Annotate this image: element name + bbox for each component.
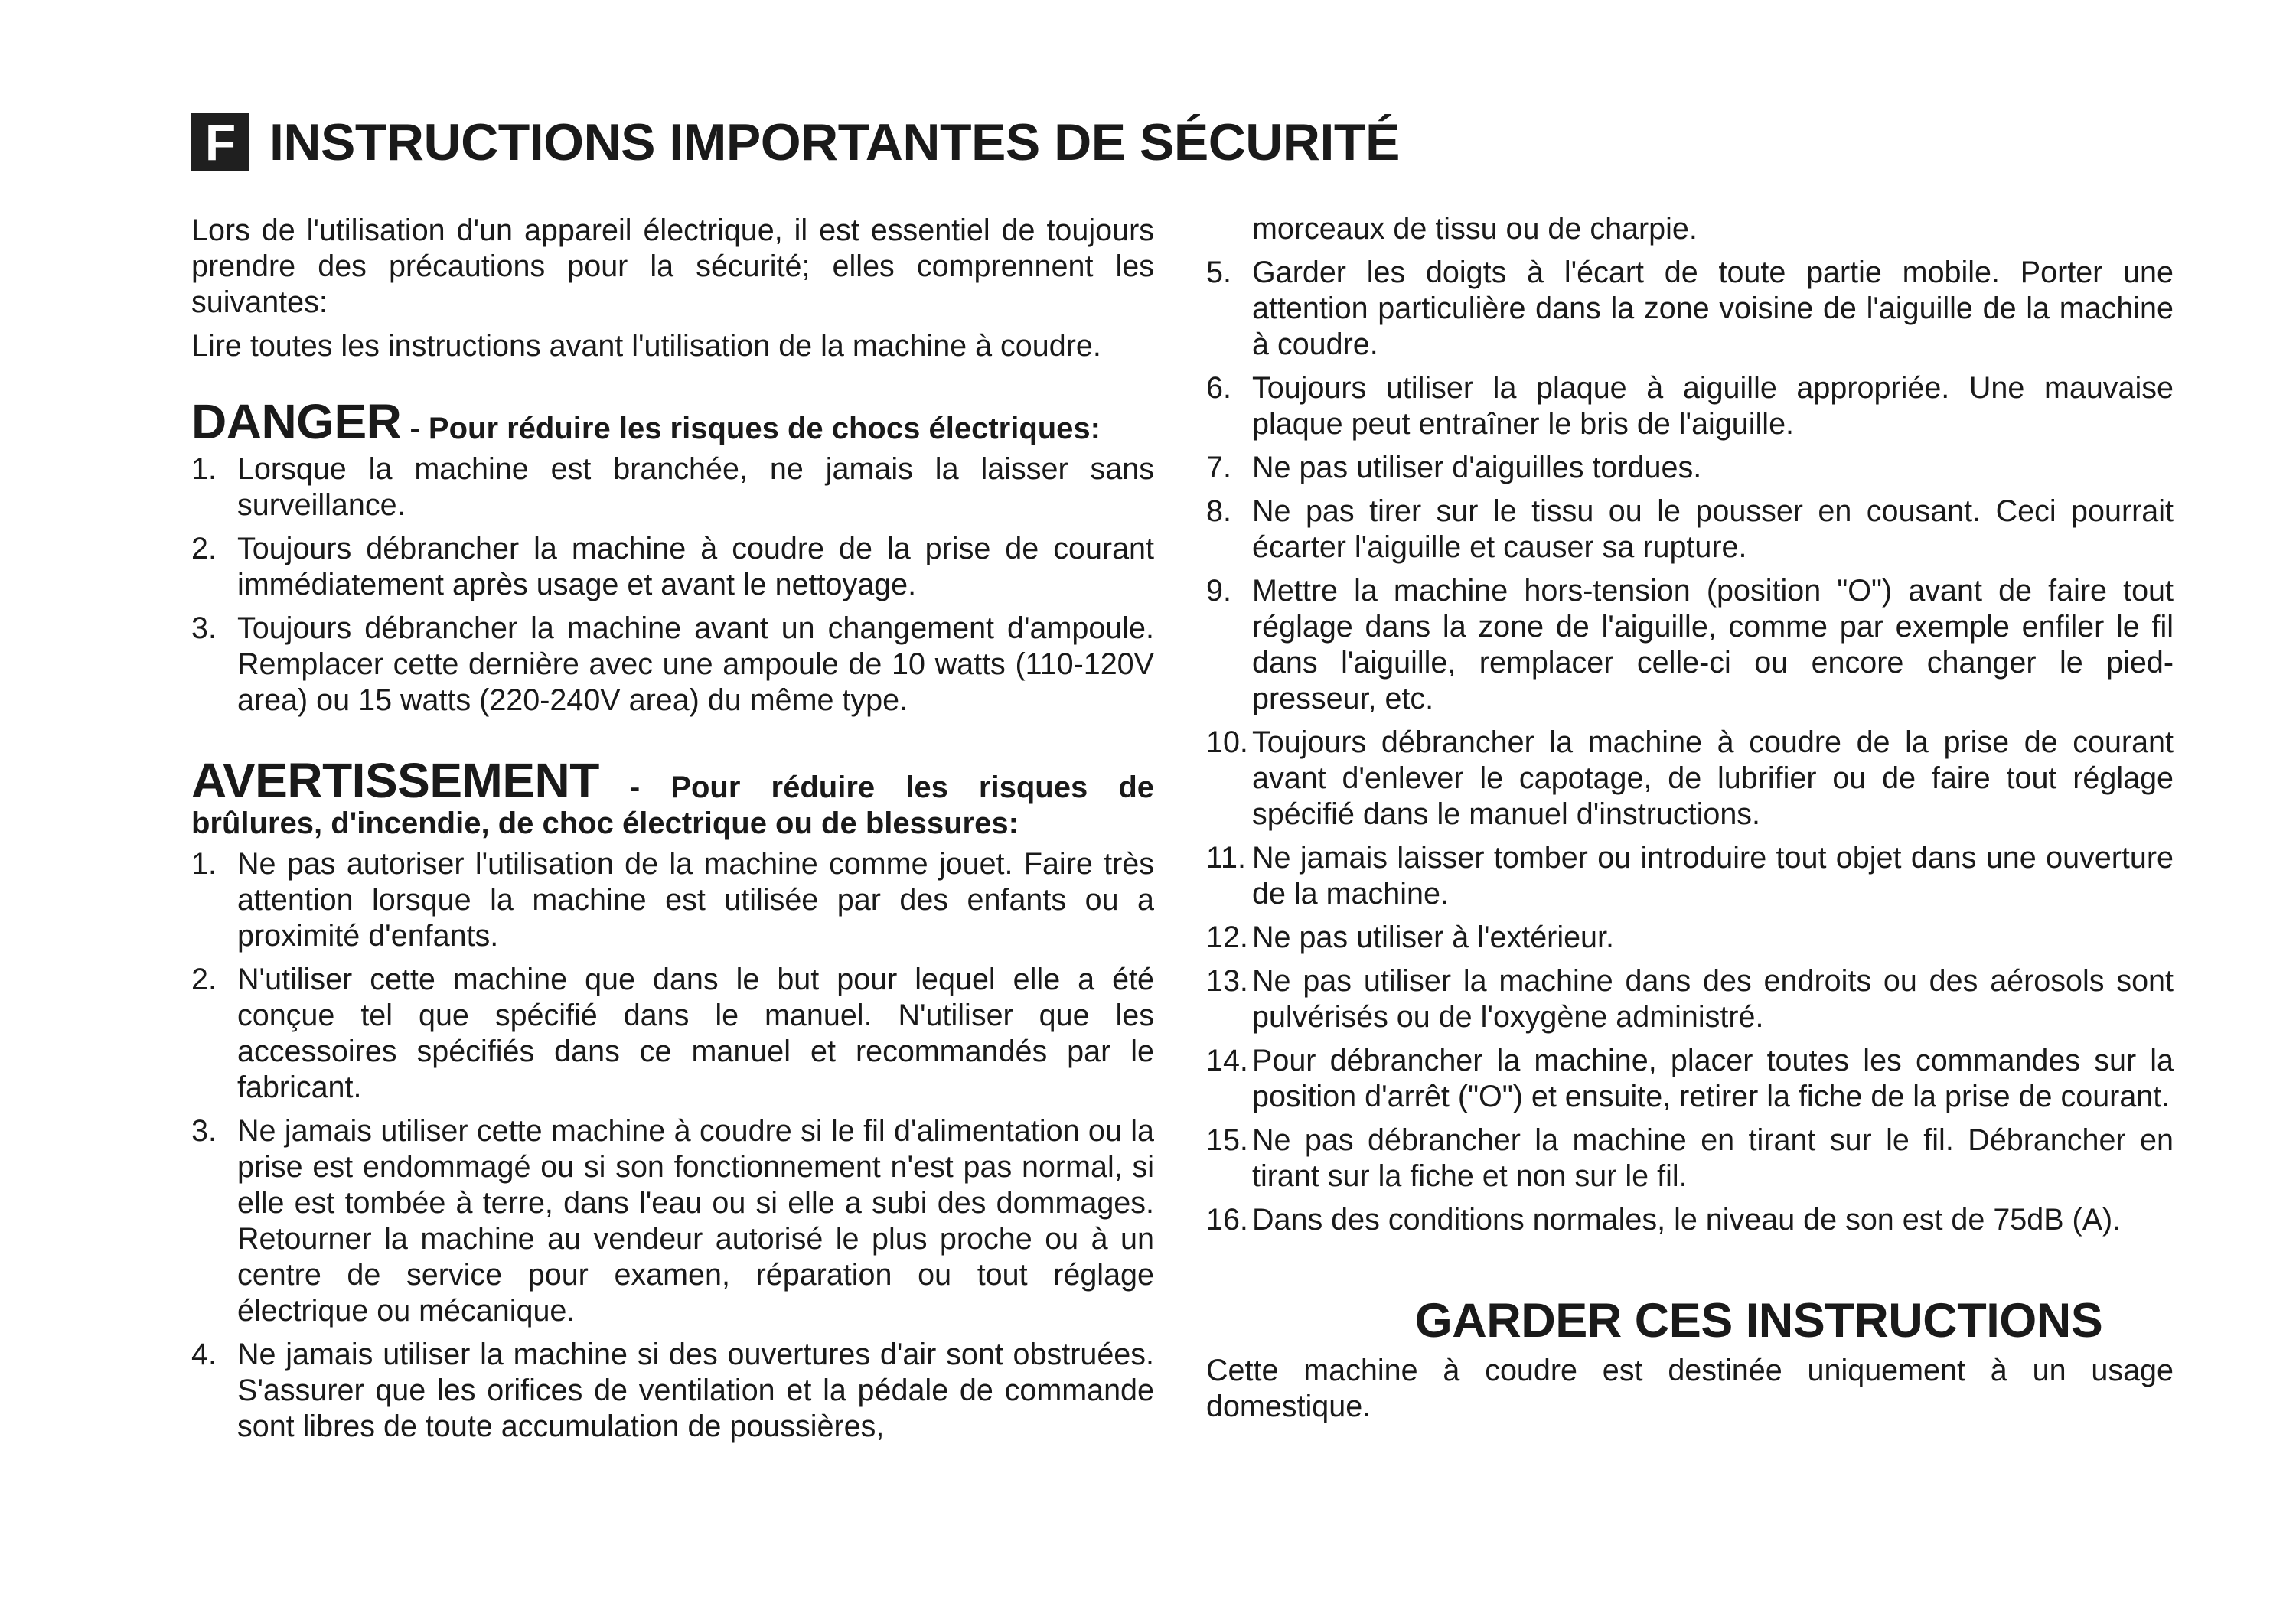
danger-list xyxy=(191,451,1154,719)
list-item xyxy=(191,1337,1154,1445)
list-item xyxy=(1206,725,2174,833)
item-number: 14. xyxy=(1206,1044,1248,1077)
item-number: 9. xyxy=(1206,574,1231,608)
item-text: Lorsque la machine est branchée, ne jamais la laisser sans surveillance. xyxy=(237,452,1154,522)
intro-instruction: Lire toutes les instructions avant l'utilisation de la machine à coudre. xyxy=(191,329,1101,363)
list-item xyxy=(1206,573,2174,717)
item-number: 2. xyxy=(191,532,217,565)
list-item xyxy=(1206,1123,2174,1194)
item-text: Dans des conditions normales, le niveau de son est de 75dB (A). xyxy=(1252,1203,2122,1237)
item-number: 3. xyxy=(191,611,217,645)
warning-title: AVERTISSEMENT xyxy=(191,753,599,808)
item-text: Toujours débrancher la machine avant un changement d'ampoule. Remplacer cette dernière avec une ampoule de 10 watts (110-120V area) ou 15 watts (220-240V area) du même type. xyxy=(237,611,1154,717)
list-item xyxy=(1206,450,2174,486)
left-column xyxy=(191,213,1154,1452)
item-number: 1. xyxy=(191,847,217,881)
item-text: Mettre la machine hors-tension (position "O") avant de faire tout réglage dans la zone de l'aiguille, comme par exemple enfiler le fil dans l'aiguille, remplacer celle-ci ou encore changer le pied-presseur, etc. xyxy=(1252,574,2174,715)
item-text: Toujours débrancher la machine à coudre de la prise de courant immédiatement après usage et avant le nettoyage. xyxy=(237,532,1154,601)
item-text: Garder les doigts à l'écart de toute partie mobile. Porter une attention particulière dans la zone voisine de l'aiguille de la machine à coudre. xyxy=(1252,256,2174,361)
item-number: 8. xyxy=(1206,494,1231,528)
list-item xyxy=(191,451,1154,523)
item-number: 13. xyxy=(1206,964,1248,998)
item-text: Ne jamais utiliser cette machine à coudre si le fil d'alimentation ou la prise est endommagé ou si son fonctionnement n'est pas normal, si elle est tombée à terre, dans l'eau ou si elle a subi des dommages. Retourner la machine au vendeur autorisé le plus proche ou à un centre de service pour examen, réparation ou tout réglage électrique ou mécanique. xyxy=(237,1114,1154,1328)
list-item xyxy=(1206,1202,2174,1238)
item-text: Ne jamais utiliser la machine si des ouvertures d'air sont obstruées. S'assurer que les orifices de ventilation et la pédale de commande sont libres de toute accumulation de poussières, xyxy=(237,1338,1154,1443)
danger-heading xyxy=(191,394,1154,449)
list-item-continuation: morceaux de tissu ou de charpie. xyxy=(1252,212,1698,246)
list-item xyxy=(1206,1043,2174,1115)
keep-instructions-heading: GARDER CES INSTRUCTIONS xyxy=(1414,1294,2103,1348)
list-item xyxy=(1206,840,2174,912)
list-item xyxy=(191,962,1154,1106)
list-item xyxy=(1206,370,2174,442)
item-number: 1. xyxy=(191,452,217,486)
item-text: Ne pas autoriser l'utilisation de la machine comme jouet. Faire très attention lorsque la machine est utilisée par des enfants ou a proximité d'enfants. xyxy=(237,847,1154,953)
item-number: 15. xyxy=(1206,1123,1248,1157)
item-text: Ne pas utiliser à l'extérieur. xyxy=(1252,921,1614,954)
warning-subtitle: - Pour réduire les risques de brûlures, d'incendie, de choc électrique ou de blessures: xyxy=(191,771,1154,840)
item-text: Ne pas utiliser la machine dans des endroits ou des aérosols sont pulvérisés ou de l'oxygène administré. xyxy=(1252,964,2174,1034)
warning-list xyxy=(191,846,1154,1445)
item-number: 16. xyxy=(1206,1203,1248,1237)
list-item xyxy=(1206,255,2174,363)
page-title xyxy=(191,113,1400,171)
item-number: 6. xyxy=(1206,371,1231,405)
item-number: 12. xyxy=(1206,921,1248,954)
list-item xyxy=(191,846,1154,954)
intro-paragraph: Lors de l'utilisation d'un appareil électrique, il est essentiel de toujours prendre des précautions pour la sécurité; elles comprennent les suivantes: xyxy=(191,213,1154,319)
item-text: Ne jamais laisser tomber ou introduire tout objet dans une ouverture de la machine. xyxy=(1252,841,2174,911)
list-item xyxy=(1206,963,2174,1035)
item-text: Ne pas tirer sur le tissu ou le pousser en cousant. Ceci pourrait écarter l'aiguille et causer sa rupture. xyxy=(1252,494,2174,564)
item-number: 10. xyxy=(1206,725,1248,759)
danger-subtitle: - Pour réduire les risques de chocs électriques: xyxy=(401,412,1101,445)
item-text: Ne pas débrancher la machine en tirant sur le fil. Débrancher en tirant sur la fiche et non sur le fil. xyxy=(1252,1123,2174,1193)
item-text: Ne pas utiliser d'aiguilles tordues. xyxy=(1252,451,1702,484)
domestic-use-note: Cette machine à coudre est destinée uniquement à un usage domestique. xyxy=(1206,1354,2174,1423)
warning-list-continued xyxy=(1206,255,2174,1238)
item-number: 4. xyxy=(191,1338,217,1371)
list-item xyxy=(191,531,1154,603)
language-badge: F xyxy=(191,113,249,171)
item-text: Pour débrancher la machine, placer toutes les commandes sur la position d'arrêt ("O") et ensuite, retirer la fiche de la prise de courant. xyxy=(1252,1044,2174,1113)
list-item xyxy=(191,1113,1154,1329)
item-number: 3. xyxy=(191,1114,217,1148)
page-title-text: INSTRUCTIONS IMPORTANTES DE SÉCURITÉ xyxy=(269,113,1400,171)
danger-title: DANGER xyxy=(191,394,402,449)
item-number: 2. xyxy=(191,963,217,996)
item-number: 7. xyxy=(1206,451,1231,484)
list-item xyxy=(191,611,1154,719)
item-text: N'utiliser cette machine que dans le but pour lequel elle a été conçue tel que spécifié dans le manuel. N'utiliser que les accessoires spécifiés dans ce manuel et recommandés par le fabricant. xyxy=(237,963,1154,1104)
warning-heading xyxy=(191,753,1154,842)
item-number: 11. xyxy=(1206,841,1246,875)
item-text: Toujours utiliser la plaque à aiguille appropriée. Une mauvaise plaque peut entraîner le bris de l'aiguille. xyxy=(1252,371,2174,441)
list-item xyxy=(1206,494,2174,565)
right-column xyxy=(1206,211,2174,1425)
item-number: 5. xyxy=(1206,256,1231,289)
list-item xyxy=(1206,920,2174,956)
item-text: Toujours débrancher la machine à coudre de la prise de courant avant d'enlever le capotage, de lubrifier ou de faire tout réglage spécifié dans le manuel d'instructions. xyxy=(1252,725,2174,831)
